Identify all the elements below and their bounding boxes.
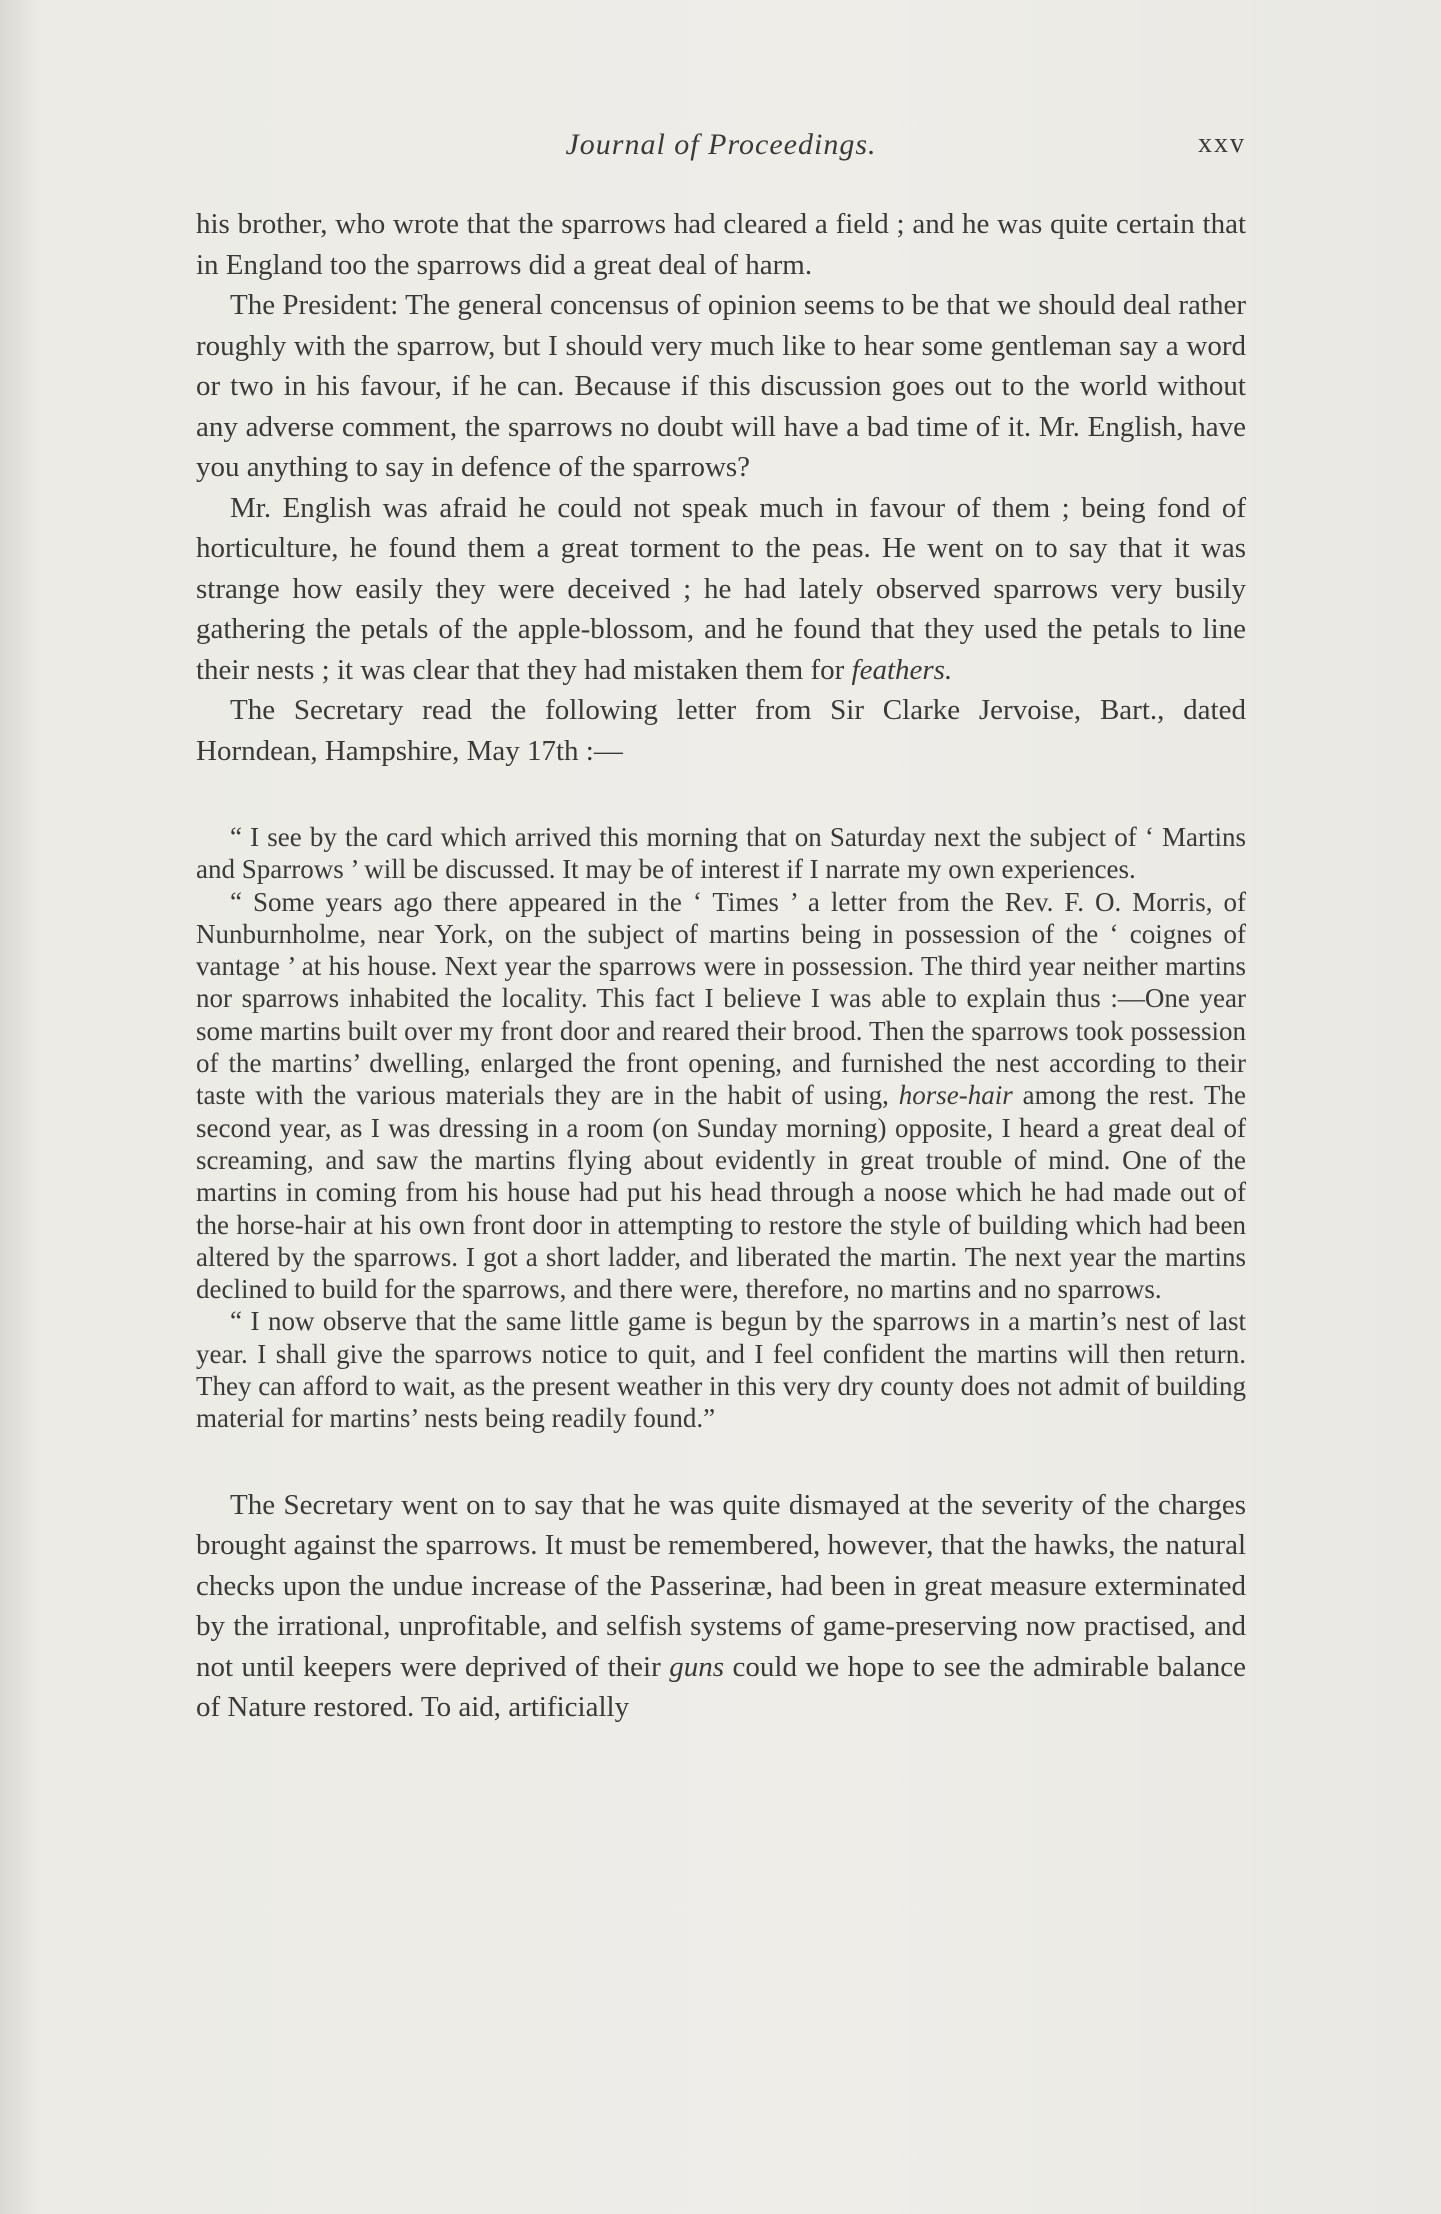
paragraph-mr-english-text: Mr. English was afraid he could not speak much in favour of them ; being fond of horticulture, he found them a great torment to the peas. He went on to say that it was strange how easily they were deceived ; he had lately observed sparrows very busily gathering the petals of the apple-blossom, and he found that they used the petals to line their nests ; it was clear that they had mistaken them for: [196, 491, 1246, 686]
paragraph-mr-english: [196, 488, 1246, 691]
letter-paragraph-2-rest: among the rest. The second year, as I was dressing in a room (on Sunday morning) opposite, I heard a great deal of screaming, and saw the martins flying about evidently in great trouble of mind. One of the martins in coming from his house had put his head through a noose which he had made out of the horse-hair at his own front door in attempting to restore the style of building which had been altered by the sparrows. I got a short ladder, and liberated the martin. The next year the martins declined to build for the sparrows, and there were, therefore, no martins and no sparrows.: [196, 1080, 1246, 1305]
closing-text-before: The Secretary went on to say that he was quite dismayed at the severity of the charges brought against the sparrows. It must be remembered, however, that the hawks, the natural checks upon the undue increase of the Passerinæ, had been in great measure exterminated by the irrational, unprofitable, and selfish systems of game-preserving now practised, and not until keepers were deprived of their: [196, 1488, 1246, 1683]
closing-text-after: could we hope to see the admirable balance of Nature restored. To aid, artificially: [196, 1650, 1247, 1724]
page-number: xxv: [1198, 128, 1246, 159]
letter-paragraph-2: [196, 886, 1246, 1306]
letter-paragraph-1: “ I see by the card which arrived this morning that on Saturday next the subject of ‘ Martins and Sparrows ’ will be discussed. It may be of interest if I narrate my own experiences.: [196, 822, 1246, 885]
italic-guns: guns: [669, 1650, 725, 1683]
letter-paragraph-2-text: “ Some years ago there appeared in the ‘ Times ’ a letter from the Rev. F. O. Morris, of Nunburnholme, near York, on the subject of martins being in possession of the ‘ coignes of vantage ’ at his house. Next year the sparrows were in possession. The third year neither martins nor sparrows inhabited the locality. This fact I believe I was able to explain thus :—One year some martins built over my front door and reared their brood. Then the sparrows took possession of the martins’ dwelling, enlarged the front opening, and furnished the nest according to their taste with the various materials they are in the habit of using,: [196, 886, 1246, 1111]
letter-paragraph-3: “ I now observe that the same little game is begun by the sparrows in a martin’s nest of last year. I shall give the sparrows notice to quit, and I feel confident the martins will then return. They can afford to wait, as the present weather in this very dry county does not admit of building material for martins’ nests being readily found.”: [196, 1306, 1246, 1434]
paragraph-president: The President: The general concensus of opinion seems to be that we should deal rather roughly with the sparrow, but I should very much like to hear some gentleman say a word or two in his favour, if he can. Because if this discussion goes out to the world without any adverse comment, the sparrows no doubt will have a bad time of it. Mr. English, have you anything to say in defence of the sparrows?: [196, 289, 1246, 483]
running-header: [196, 128, 1246, 168]
closing-section: [196, 1485, 1246, 1728]
running-title: Journal of Proceedings.: [565, 128, 877, 161]
paragraph-secretary-letter-intro: The Secretary read the following letter from Sir Clarke Jervoise, Bart., dated Horndean, Hampshire, May 17th :—: [196, 694, 1246, 767]
italic-feathers: feathers.: [851, 653, 953, 686]
quoted-letter: [196, 821, 1246, 1435]
paragraph-continuation: his brother, who wrote that the sparrows had cleared a field ; and he was quite certain that in England too the sparrows did a great deal of harm.: [196, 208, 1246, 281]
body-text: [196, 204, 1246, 1728]
paragraph-secretary-dismayed: [196, 1485, 1246, 1728]
italic-horse-hair: horse-hair: [898, 1080, 1013, 1111]
